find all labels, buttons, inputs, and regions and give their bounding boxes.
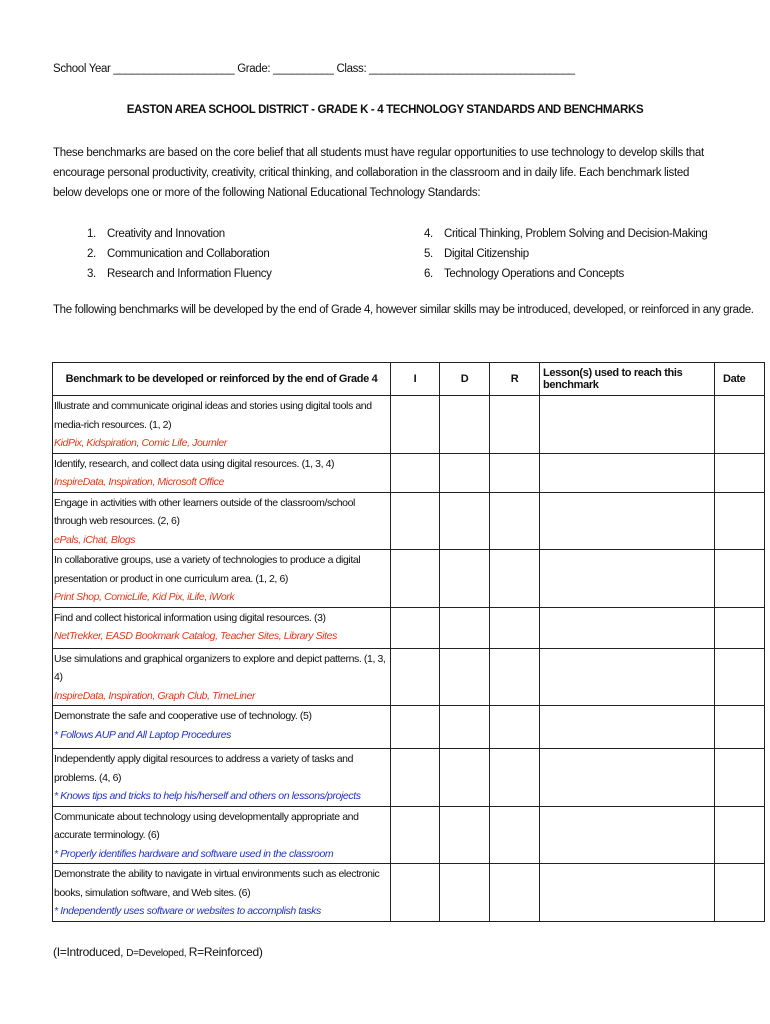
col-header-lessons: Lesson(s) used to reach this benchmark [540,363,715,396]
col-header-benchmark: Benchmark to be developed or reinforced by the end of Grade 4 [53,363,391,396]
lessons-cell[interactable] [540,550,715,608]
benchmark-text: Illustrate and communicate original ideas and stories using digital tools and media-rich resources. (1, 2) [54,400,372,431]
table-row [53,396,765,454]
school-year-field[interactable]: ____________________ [113,63,235,75]
table-header-row [53,363,765,396]
developed-cell[interactable] [440,648,490,706]
developed-cell[interactable] [440,806,490,864]
lessons-cell[interactable] [540,492,715,550]
developed-cell[interactable] [440,453,490,492]
header-fields [53,63,575,75]
standard-item [87,224,272,244]
date-cell[interactable] [715,864,765,922]
reinforced-cell[interactable] [490,648,540,706]
reinforced-cell[interactable] [490,492,540,550]
grade-label: Grade: [237,63,271,75]
developed-cell[interactable] [440,864,490,922]
reinforced-cell[interactable] [490,396,540,454]
table-row [53,706,765,749]
introduced-cell[interactable] [391,607,440,648]
benchmark-cell [53,550,391,608]
col-header-date: Date [715,363,765,396]
col-header-reinforced: R [490,363,540,396]
benchmark-text: Demonstrate the safe and cooperative use of technology. (5) [54,710,312,722]
benchmark-cell [53,864,391,922]
date-cell[interactable] [715,648,765,706]
benchmark-text: Engage in activities with other learners outside of the classroom/school through web resources. (2, 6) [54,496,355,527]
benchmark-resources: * Properly identifies hardware and software used in the classroom [54,847,334,860]
legend-reinforced: R=Reinforced) [188,945,263,959]
introduced-cell[interactable] [391,864,440,922]
benchmark-cell [53,706,391,749]
benchmark-resources: NetTrekker, EASD Bookmark Catalog, Teacher Sites, Library Sites [54,630,337,642]
standard-label: Research and Information Fluency [107,268,272,280]
followup-note: The following benchmarks will be developed by the end of Grade 4, however similar skills may be introduced, developed, or reinforced in any grade. [53,304,754,316]
reinforced-cell[interactable] [490,864,540,922]
document-title: EASTON AREA SCHOOL DISTRICT - GRADE K - 4 TECHNOLOGY STANDARDS AND BENCHMARKS [126,104,644,116]
benchmark-cell [53,607,391,648]
benchmark-text: Demonstrate the ability to navigate in virtual environments such as electronic books, simulation software, and Web sites. (6) [54,868,380,899]
benchmark-cell [53,648,391,706]
school-year-label: School Year [53,63,111,75]
standard-number: 1. [87,228,96,240]
lessons-cell[interactable] [540,648,715,706]
lessons-cell[interactable] [540,864,715,922]
developed-cell[interactable] [440,607,490,648]
table-row [53,607,765,648]
lessons-cell[interactable] [540,396,715,454]
developed-cell[interactable] [440,706,490,749]
standard-number: 2. [87,248,96,260]
table-row [53,806,765,864]
developed-cell[interactable] [440,749,490,807]
standard-item [87,264,272,284]
benchmark-text: Communicate about technology using developmentally appropriate and accurate terminology. (6) [54,810,359,841]
introduced-cell[interactable] [391,749,440,807]
legend-developed: D=Developed, [126,948,189,959]
col-header-introduced: I [391,363,440,396]
introduced-cell[interactable] [391,396,440,454]
introduced-cell[interactable] [391,492,440,550]
date-cell[interactable] [715,453,765,492]
introduced-cell[interactable] [391,706,440,749]
introduced-cell[interactable] [391,550,440,608]
table-row [53,749,765,807]
date-cell[interactable] [715,749,765,807]
date-cell[interactable] [715,806,765,864]
standard-number: 6. [424,268,433,280]
date-cell[interactable] [715,706,765,749]
reinforced-cell[interactable] [490,607,540,648]
standard-label: Communication and Collaboration [107,248,270,260]
class-field[interactable]: __________________________________ [369,63,575,75]
standard-item [87,244,272,264]
class-label: Class: [336,63,367,75]
standard-label: Creativity and Innovation [107,228,225,240]
lessons-cell[interactable] [540,453,715,492]
benchmark-resources: * Knows tips and tricks to help his/herself and others on lessons/projects [54,790,361,802]
standard-label: Digital Citizenship [444,248,529,260]
lessons-cell[interactable] [540,806,715,864]
introduced-cell[interactable] [391,648,440,706]
legend-note [53,945,263,959]
lessons-cell[interactable] [540,706,715,749]
introduced-cell[interactable] [391,453,440,492]
intro-paragraph: These benchmarks are based on the core belief that all students must have regular opportunities to use technology to develop skills that encourage personal productivity, creativity, critical thinking, and collaboration in the classroom and in daily life. Each benchmark listed below develops one or more of the following National Educational Technology Standards: [53,147,704,199]
reinforced-cell[interactable] [490,453,540,492]
standard-number: 4. [424,228,433,240]
benchmark-table [52,362,765,922]
benchmark-cell [53,492,391,550]
benchmark-text: Independently apply digital resources to address a variety of tasks and problems. (4, 6) [54,753,354,784]
benchmark-text: Identify, research, and collect data using digital resources. (1, 3, 4) [54,457,335,470]
benchmark-resources: KidPix, Kidspiration, Comic Life, Journler [54,437,227,449]
benchmark-text: In collaborative groups, use a variety of technologies to produce a digital presentation or product in one curriculum area. (1, 2, 6) [54,554,361,585]
developed-cell[interactable] [440,550,490,608]
benchmark-text: Find and collect historical information using digital resources. (3) [54,611,326,624]
table-row [53,453,765,492]
standard-item [424,224,707,244]
date-cell[interactable] [715,607,765,648]
grade-field[interactable]: __________ [273,63,334,75]
table-row [53,864,765,922]
standards-list-right [424,224,707,284]
reinforced-cell[interactable] [490,550,540,608]
reinforced-cell[interactable] [490,706,540,749]
benchmark-resources: ePals, iChat, Blogs [54,533,136,546]
benchmark-text: Use simulations and graphical organizers to explore and depict patterns. (1, 3, 4) [54,652,386,683]
table-row [53,648,765,706]
benchmark-resources: Print Shop, ComicLife, Kid Pix, iLife, iWork [54,591,235,603]
lessons-cell[interactable] [540,749,715,807]
standards-list-left [87,224,272,284]
benchmark-cell [53,749,391,807]
standard-label: Technology Operations and Concepts [444,268,624,280]
benchmark-cell [53,396,391,454]
standard-item [424,264,707,284]
table-row [53,550,765,608]
date-cell[interactable] [715,396,765,454]
developed-cell[interactable] [440,492,490,550]
standard-label: Critical Thinking, Problem Solving and Decision-Making [444,228,708,240]
lessons-cell[interactable] [540,607,715,648]
benchmark-resources: InspireData, Inspiration, Graph Club, TimeLiner [54,689,256,702]
benchmark-cell [53,806,391,864]
col-header-developed: D [440,363,490,396]
standard-item [424,244,707,264]
benchmark-cell [53,453,391,492]
standard-number: 3. [87,268,96,280]
reinforced-cell[interactable] [490,806,540,864]
introduced-cell[interactable] [391,806,440,864]
developed-cell[interactable] [440,396,490,454]
benchmark-resources: InspireData, Inspiration, Microsoft Office [54,476,224,488]
standard-number: 5. [424,248,433,260]
table-row [53,492,765,550]
legend-introduced: (I=Introduced, [53,945,127,959]
benchmark-resources: * Follows AUP and All Laptop Procedures [54,728,231,741]
benchmark-resources: * Independently uses software or websites to accomplish tasks [54,905,321,917]
date-cell[interactable] [715,550,765,608]
date-cell[interactable] [715,492,765,550]
reinforced-cell[interactable] [490,749,540,807]
